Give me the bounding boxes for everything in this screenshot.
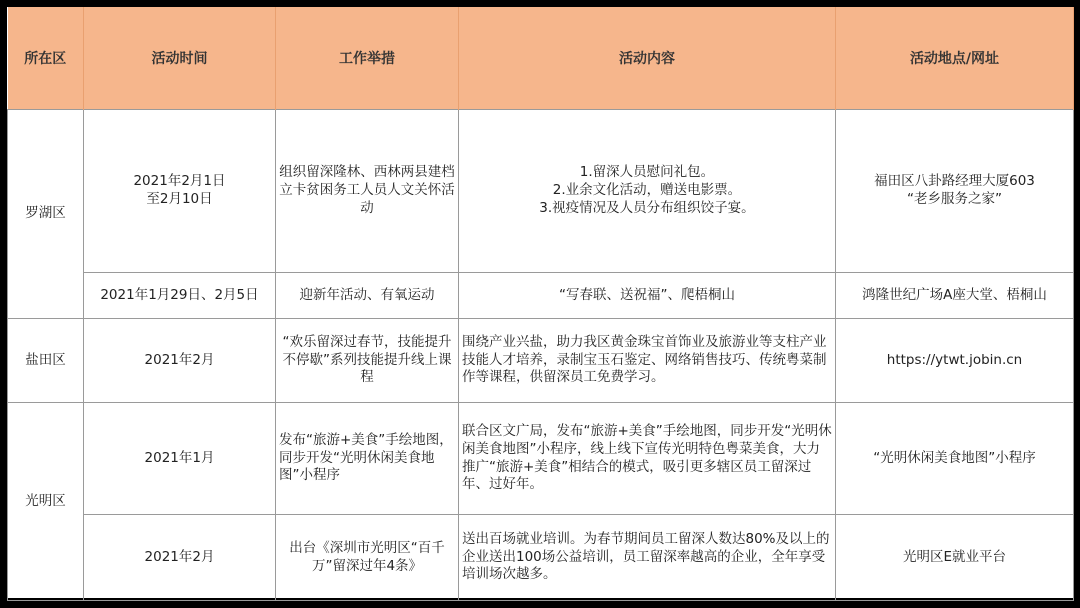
- cell-content: 联合区文广局，发布“旅游+美食”手绘地图，同步开发“光明休闲美食地图”小程序，线上线下宣传光明特色粤菜美食，大力推广“旅游+美食”相结合的模式，吸引更多辖区员工留深过年、过好年。: [459, 403, 836, 515]
- cell-time: 2021年2月: [84, 515, 276, 601]
- cell-content: 送出百场就业培训。为春节期间员工留深人数达80%及以上的企业送出100场公益培训，员工留深率越高的企业，全年享受培训场次越多。: [459, 515, 836, 601]
- location-line: 福田区八卦路经理大厦603: [874, 173, 1035, 190]
- cell-content: 围绕产业兴盐，助力我区黄金珠宝首饰业及旅游业等支柱产业技能人才培养，录制宝玉石鉴定、网络销售技巧、传统粤菜制作等课程，供留深员工免费学习。: [459, 319, 836, 403]
- cell-location: “光明休闲美食地图”小程序: [836, 403, 1074, 515]
- cell-district: 光明区: [8, 403, 84, 601]
- cell-time: [84, 110, 276, 273]
- cell-location: https://ytwt.jobin.cn: [836, 319, 1074, 403]
- cell-location: [836, 110, 1074, 273]
- cell-location: 光明区E就业平台: [836, 515, 1074, 601]
- header-location: 活动地点/网址: [836, 7, 1074, 110]
- table-row: [8, 515, 1074, 601]
- table-row: [8, 273, 1074, 319]
- cell-measure: 组织留深隆林、西林两县建档立卡贫困务工人员人文关怀活动: [276, 110, 459, 273]
- table-frame: [7, 7, 1073, 598]
- activity-table: [7, 7, 1074, 601]
- cell-time: 2021年1月: [84, 403, 276, 515]
- table-row: [8, 110, 1074, 273]
- cell-measure: 出台《深圳市光明区“百千万”留深过年4条》: [276, 515, 459, 601]
- cell-district: 盐田区: [8, 319, 84, 403]
- table-row: [8, 403, 1074, 515]
- cell-measure: 发布“旅游+美食”手绘地图，同步开发“光明休闲美食地图”小程序: [276, 403, 459, 515]
- cell-location: 鸿隆世纪广场A座大堂、梧桐山: [836, 273, 1074, 319]
- cell-content: [459, 110, 836, 273]
- content-line: 2.业余文化活动，赠送电影票。: [552, 182, 742, 199]
- header-district: 所在区: [8, 7, 84, 110]
- time-line: 2021年2月1日: [133, 173, 226, 190]
- header-time: 活动时间: [84, 7, 276, 110]
- time-line: 至2月10日: [146, 191, 213, 207]
- header-content: 活动内容: [459, 7, 836, 110]
- cell-time: 2021年1月29日、2月5日: [84, 273, 276, 319]
- content-line: 3.视疫情况及人员分布组织饺子宴。: [539, 199, 755, 216]
- cell-measure: “欢乐留深过春节，技能提升不停歇”系列技能提升线上课程: [276, 319, 459, 403]
- content-line: 1.留深人员慰问礼包。: [579, 164, 715, 181]
- location-line: “老乡服务之家”: [907, 191, 1002, 207]
- header-measure: 工作举措: [276, 7, 459, 110]
- table-row: [8, 319, 1074, 403]
- header-row: [8, 7, 1074, 110]
- cell-time: 2021年2月: [84, 319, 276, 403]
- cell-measure: 迎新年活动、有氧运动: [276, 273, 459, 319]
- cell-district: 罗湖区: [8, 110, 84, 319]
- cell-content: “写春联、送祝福”、爬梧桐山: [459, 273, 836, 319]
